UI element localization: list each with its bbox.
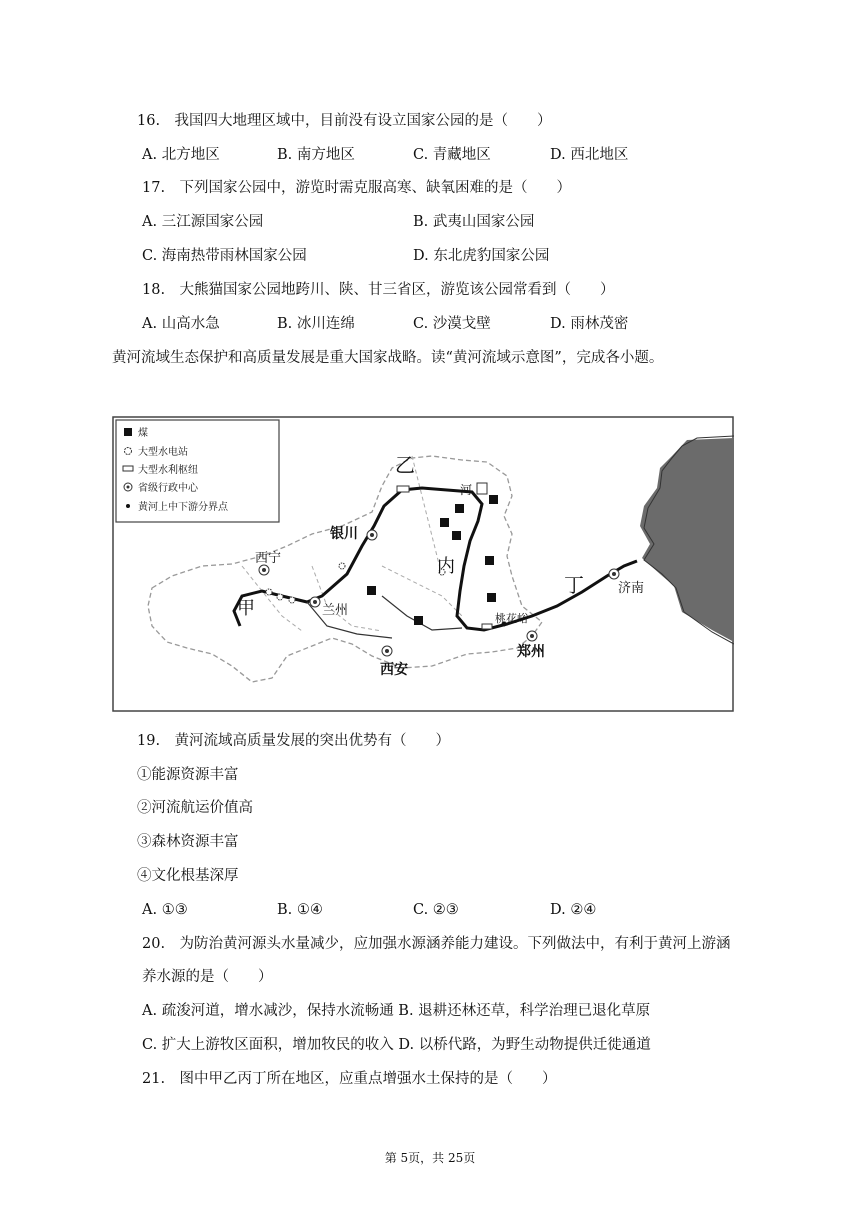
label-xining: 西宁: [255, 551, 282, 566]
q20-stem-line2: 养水源的是（ ）: [142, 969, 273, 985]
q19-item-4: ④文化根基深厚: [137, 868, 239, 884]
coal-marker: [452, 531, 461, 540]
label-nei: 内: [437, 556, 455, 577]
label-jinan: 济南: [618, 581, 645, 596]
q18-option-c: C. 沙漠戈壁: [413, 316, 491, 332]
q16-option-c: C. 青藏地区: [413, 147, 491, 163]
q20-stem-line1: 20. 为防治黄河源头水量减少，应加强水源涵养能力建设。下列做法中，有利于黄河上游涵: [142, 936, 731, 952]
q18-option-b: B. 冰川连绵: [277, 316, 355, 332]
q17-option-b: B. 武夷山国家公园: [413, 214, 535, 230]
coal-marker: [414, 616, 423, 625]
hydropower-marker: [339, 563, 345, 569]
label-jia: 甲: [237, 598, 255, 619]
legend-hydropower: 大型水电站: [138, 447, 188, 458]
q17-option-a: A. 三江源国家公园: [142, 214, 264, 230]
coal-marker: [440, 518, 449, 527]
q16-option-b: B. 南方地区: [277, 147, 355, 163]
q16-option-d: D. 西北地区: [550, 147, 629, 163]
q18-stem: 18. 大熊猫国家公园地跨川、陕、甘三省区，游览该公园常看到（ ）: [142, 282, 615, 298]
page-footer: 第 5页，共 25页: [384, 1151, 476, 1165]
q19-option-d: D. ②④: [550, 902, 597, 918]
legend-coal: 煤: [138, 428, 148, 439]
hydropower-marker: [266, 589, 272, 595]
q19-option-c: C. ②③: [413, 902, 459, 918]
boundary-point-legend-icon: [126, 504, 130, 508]
label-xian: 西安: [380, 662, 408, 678]
intro-text: 黄河流域生态保护和高质量发展是重大国家战略。读“黄河流域示意图”，完成各小题。: [112, 350, 664, 366]
q19-option-b: B. ①④: [277, 902, 323, 918]
label-zhengzhou: 郑州: [517, 644, 545, 660]
label-yinchuan: 银川: [330, 526, 358, 542]
q20-options-cd: C. 扩大上游牧区面积，增加牧民的收入 D. 以桥代路，为野生动物提供迁徙通道: [142, 1037, 651, 1053]
coal-marker: [489, 495, 498, 504]
label-he: 河: [460, 483, 473, 497]
coal-marker: [487, 593, 496, 602]
q16-option-a: A. 北方地区: [142, 147, 220, 163]
q17-stem: 17. 下列国家公园中，游览时需克服高寒、缺氧困难的是（ ）: [142, 180, 572, 196]
yellow-river-basin-map: [112, 416, 734, 712]
q19-item-2: ②河流航运价值高: [137, 800, 253, 816]
q19-option-a: A. ①③: [142, 902, 188, 918]
label-lanzhou: 兰州: [322, 603, 349, 618]
hydropower-marker: [289, 597, 295, 603]
legend-boundary-point: 黄河上中下游分界点: [138, 502, 228, 513]
q19-stem: 19. 黄河流域高质量发展的突出优势有（ ）: [137, 733, 451, 749]
coal-marker: [485, 556, 494, 565]
q19-item-1: ①能源资源丰富: [137, 767, 239, 783]
coal-legend-icon: [124, 428, 132, 436]
hydropower-marker: [277, 594, 283, 600]
q16-stem: 16. 我国四大地理区域中，目前没有设立国家公园的是（ ）: [137, 113, 552, 129]
q20-options-ab: A. 疏浚河道，增水减沙，保持水流畅通 B. 退耕还林还草，科学治理已退化草原: [142, 1003, 651, 1019]
label-yi: 乙: [395, 453, 415, 477]
q17-option-c: C. 海南热带雨林国家公园: [142, 248, 307, 264]
q21-stem: 21. 图中甲乙丙丁所在地区，应重点增强水土保持的是（ ）: [142, 1071, 557, 1087]
legend-capital: 省级行政中心: [138, 483, 198, 494]
water-hub-marker: [397, 486, 409, 492]
label-taohuayu: 桃花峪: [495, 612, 528, 625]
q18-option-a: A. 山高水急: [142, 316, 220, 332]
q18-option-d: D. 雨林茂密: [550, 316, 629, 332]
q17-option-d: D. 东北虎豹国家公园: [413, 248, 550, 264]
coal-marker: [367, 586, 376, 595]
legend-water-hub: 大型水利枢纽: [138, 465, 198, 476]
q19-item-3: ③森林资源丰富: [137, 834, 239, 850]
label-ding: 丁: [564, 573, 584, 597]
water-hub-marker: [482, 624, 492, 629]
coal-marker: [455, 504, 464, 513]
